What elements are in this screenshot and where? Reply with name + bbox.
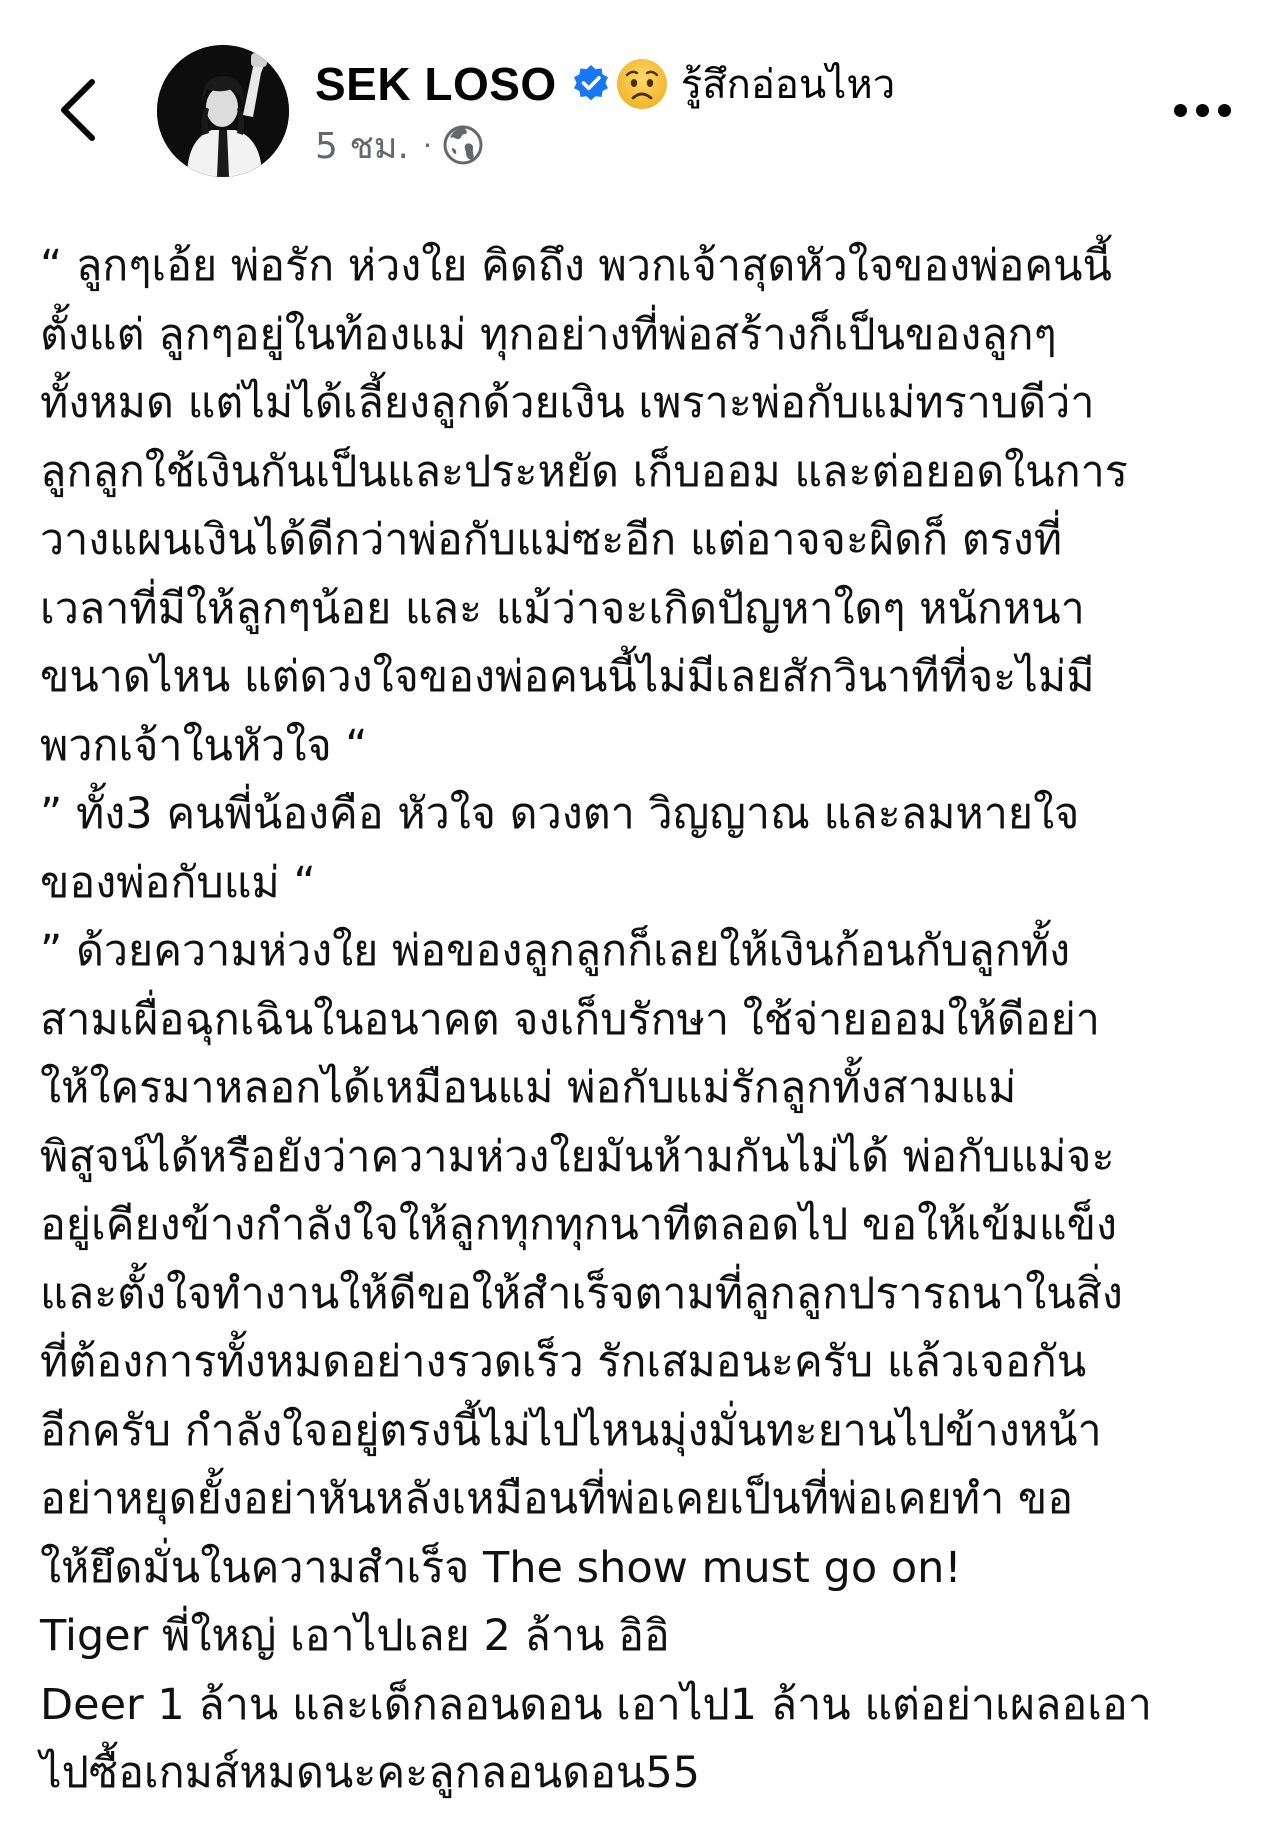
post-line: ของพ่อกับแม่ “ (40, 857, 316, 908)
post-line: วางแผนเงินได้ดีกว่าพ่อกับแม่ซะอีก แต่อาจจะผิดก็ ตรงที่ (40, 515, 1063, 565)
post-line: อยู่เคียงข้างกำลังใจให้ลูกทุกทุกนาทีตลอดไป ขอให้เข้มแข็ง (40, 1200, 1118, 1250)
post-line: Deer 1 ล้าน และเด็กลอนดอน เอาไป1 ล้าน แต่อย่าเผลอเอา (40, 1679, 1152, 1730)
avatar-image (157, 45, 289, 177)
post-line: ลูกลูกใช้เงินกันเป็นและประหยัด เก็บออม และต่อยอดในการ (40, 446, 1128, 497)
more-options-button[interactable] (1162, 90, 1242, 130)
verified-badge-icon (571, 64, 611, 104)
post-line: เวลาที่มีให้ลูกๆน้อย และ แม้ว่าจะเกิดปัญหาใดๆ หนักหนา (40, 583, 1085, 634)
post-line: สามเผื่อฉุกเฉินในอนาคต จงเก็บรักษา ใช้จ่ายออมให้ดีอย่า (40, 994, 1100, 1045)
post-line: ขนาดไหน แต่ดวงใจของพ่อคนนี้ไม่มีเลยสักวินาทีที่จะไม่มี (40, 652, 1095, 702)
globe-icon[interactable] (442, 124, 484, 166)
post-line: ” ด้วยความห่วงใย พ่อของลูกลูกก็เลยให้เงินก้อนกับลูกทั้ง (40, 926, 1071, 976)
post-line: อีกครับ กำลังใจอยู่ตรงนี้ไม่ไปไหนมุ่งมั่นทะยานไปข้างหน้า (40, 1405, 1102, 1456)
post-header (0, 0, 1280, 200)
meta-separator: · (422, 128, 432, 162)
post-line: ไปซื้อเกมส์หมดนะคะลูกลอนดอน55 (40, 1748, 701, 1798)
more-options-dot (1218, 104, 1231, 117)
post-text (40, 232, 1255, 1808)
avatar[interactable] (157, 45, 289, 177)
author-row (315, 52, 895, 116)
author-name[interactable]: SEK LOSO (315, 58, 557, 110)
post-line: พิสูจน์ได้หรือยังว่าความห่วงใยมันห้ามกันไม่ได้ พ่อกับแม่จะ (40, 1131, 1115, 1182)
worried-face-emoji (615, 57, 669, 111)
post-line: “ ลูกๆเอ้ย พ่อรัก ห่วงใย คิดถึง พวกเจ้าสุดหัวใจของพ่อคนนี้ (40, 241, 1112, 291)
post-line: ให้ยึดมั่นในความสำเร็จ The show must go on! (40, 1542, 962, 1593)
timestamp[interactable]: 5 ชม. (315, 125, 409, 167)
post-line: พวกเจ้าในหัวใจ “ (40, 720, 368, 771)
post-meta (315, 120, 484, 170)
post-line: ที่ต้องการทั้งหมดอย่างรวดเร็ว รักเสมอนะครับ แล้วเจอกัน (40, 1337, 1087, 1387)
post-line: ทั้งหมด แต่ไม่ได้เลี้ยงลูกด้วยเงิน เพราะพ่อกับแม่ทราบดีว่า (40, 378, 1095, 428)
back-button[interactable] (48, 70, 108, 150)
post-line: และตั้งใจทำงานให้ดีขอให้สำเร็จตามที่ลูกลูกปรารถนาในสิ่ง (40, 1268, 1123, 1319)
chevron-left-icon (58, 78, 98, 142)
post-line: ให้ใครมาหลอกได้เหมือนแม่ พ่อกับแม่รักลูกทั้งสามแม่ (40, 1063, 1017, 1113)
post-line: ” ทั้ง3 คนพี่น้องคือ หัวใจ ดวงตา วิญญาณ และลมหายใจ (40, 789, 1080, 839)
more-options-dot (1196, 104, 1209, 117)
post-line: Tiger พี่ใหญ่ เอาไปเลย 2 ล้าน อิอิ (40, 1611, 670, 1661)
feeling-text[interactable]: รู้สึกอ่อนไหว (680, 62, 896, 108)
post-line: อย่าหยุดยั้งอย่าหันหลังเหมือนที่พ่อเคยเป็นที่พ่อเคยทำ ขอ (40, 1474, 1074, 1524)
more-options-dot (1174, 104, 1187, 117)
post-line: ตั้งแต่ ลูกๆอยู่ในท้องแม่ ทุกอย่างที่พ่อสร้างก็เป็นของลูกๆ (40, 309, 1057, 360)
